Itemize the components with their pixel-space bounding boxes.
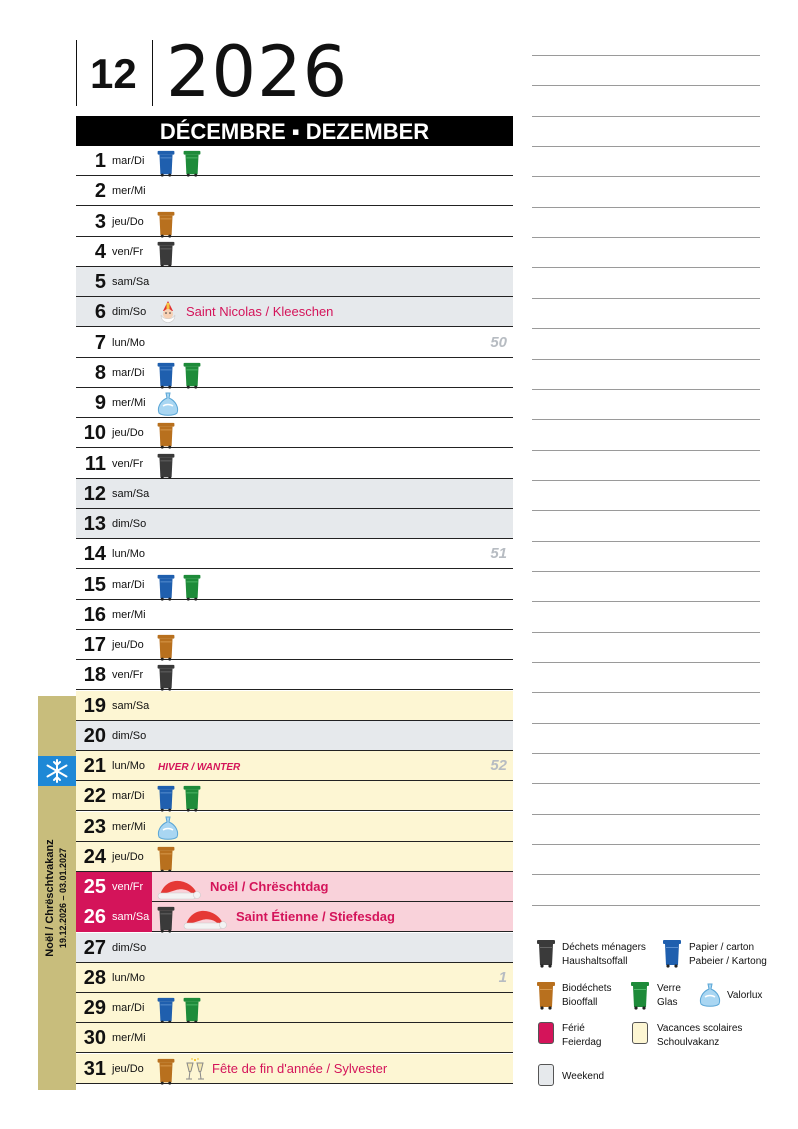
notes-line — [532, 116, 760, 117]
week-number: 1 — [498, 968, 507, 986]
legend-green-fr: Verre — [657, 983, 681, 994]
notes-line — [532, 389, 760, 390]
notes-line — [532, 480, 760, 481]
day-row — [76, 328, 513, 358]
day-number: 25 — [83, 876, 106, 898]
brown-bin-icon — [156, 1057, 176, 1090]
day-name: ven/Fr — [112, 881, 144, 893]
day-number: 13 — [83, 513, 106, 535]
day-name: mer/Mi — [112, 185, 146, 198]
legend-vacances-lu: Schoulvakanz — [657, 1037, 720, 1048]
notes-line — [532, 723, 760, 724]
legend-vacances-fr: Vacances scolaires — [657, 1023, 743, 1034]
day-row — [76, 963, 513, 993]
day-number: 17 — [83, 634, 106, 656]
legend-weekend: Weekend — [562, 1071, 605, 1082]
notes-line — [532, 601, 760, 602]
day-number: 27 — [83, 936, 106, 959]
day-number: 20 — [83, 724, 106, 747]
holiday-label — [44, 798, 68, 998]
day-name: lun/Mo — [112, 336, 146, 349]
notes-line — [532, 146, 760, 147]
day-name: dim/So — [112, 729, 147, 742]
notes-line — [532, 632, 760, 633]
day-row — [76, 539, 513, 569]
day-name: ven/Fr — [112, 457, 144, 470]
legend-ferie-lu: Feierdag — [562, 1037, 602, 1048]
day-row — [76, 449, 513, 479]
day-name: mar/Di — [112, 790, 145, 803]
day-name: jeu/Do — [112, 639, 144, 651]
day-name: mer/Mi — [112, 608, 146, 621]
day-name: sam/Sa — [112, 487, 150, 500]
month-title: DÉCEMBRE ▪ DEZEMBER — [76, 116, 513, 146]
month-number: 12 — [90, 50, 137, 97]
notes-line — [532, 55, 760, 56]
day-number: 9 — [94, 392, 106, 414]
notes-line — [532, 814, 760, 815]
day-row — [76, 600, 513, 630]
legend-blue-lu: Pabeier / Kartong — [689, 956, 767, 967]
day-row — [76, 146, 513, 176]
event-label: Saint Nicolas / Kleeschen — [186, 304, 334, 320]
day-number: 11 — [84, 452, 106, 475]
day-name: mar/Di — [112, 155, 145, 167]
day-number: 1 — [94, 150, 106, 172]
day-number: 6 — [94, 301, 106, 324]
day-number: 29 — [83, 997, 106, 1019]
day-name: dim/So — [112, 306, 147, 319]
notes-line — [532, 874, 760, 875]
event-label: Noël / Chrëschtdag — [210, 879, 329, 894]
day-number: 16 — [83, 603, 106, 626]
legend-ferie-fr: Férié — [562, 1023, 585, 1034]
notes-line — [532, 571, 760, 572]
day-row — [76, 570, 513, 600]
legend-valorlux: Valorlux — [727, 990, 763, 1001]
day-row — [76, 630, 513, 660]
notes-line — [532, 753, 760, 754]
day-row — [76, 812, 513, 842]
day-number: 30 — [83, 1027, 106, 1050]
day-name: jeu/Do — [112, 427, 144, 440]
notes-line — [532, 662, 760, 663]
season-label: HIVER / WANTER — [158, 762, 241, 773]
week-number: 50 — [490, 333, 507, 351]
day-row — [76, 267, 513, 297]
day-row — [76, 781, 513, 811]
day-number: 14 — [83, 543, 106, 566]
green-bin-icon — [630, 980, 650, 1010]
day-name: mer/Mi — [112, 820, 146, 833]
day-name: mar/Di — [112, 366, 145, 379]
day-row — [76, 176, 513, 206]
notes-line — [532, 541, 760, 542]
header-divider — [76, 40, 77, 106]
day-row — [76, 933, 513, 963]
day-row — [76, 297, 513, 327]
brown-bin-icon — [536, 980, 556, 1010]
day-number: 12 — [83, 482, 106, 505]
day-row — [76, 1054, 513, 1084]
champagne-icon — [182, 1057, 208, 1088]
day-name: ven/Fr — [112, 245, 144, 258]
notes-line — [532, 905, 760, 906]
week-number: 52 — [490, 757, 507, 774]
notes-line — [532, 844, 760, 845]
holiday-band-top — [38, 696, 76, 756]
legend-blue-fr: Papier / carton — [689, 942, 755, 953]
notes-line — [532, 450, 760, 451]
year: 2026 — [166, 31, 349, 113]
day-name: mar/Di — [112, 1002, 145, 1014]
day-row — [76, 902, 513, 932]
valorlux-bag-icon — [698, 982, 722, 1008]
day-name: jeu/Do — [112, 215, 144, 228]
day-name: ven/Fr — [112, 669, 144, 682]
day-number: 21 — [83, 755, 106, 777]
notes-line — [532, 298, 760, 299]
day-row — [76, 993, 513, 1023]
day-name: lun/Mo — [112, 548, 146, 561]
day-number: 15 — [83, 573, 106, 596]
day-name: mer/Mi — [112, 1032, 146, 1045]
day-name: sam/Sa — [112, 276, 150, 288]
legend-green-lu: Glas — [657, 997, 678, 1008]
day-row — [76, 479, 513, 509]
legend-black-fr: Déchets ménagers — [562, 942, 646, 953]
notes-line — [532, 783, 760, 784]
day-number: 5 — [94, 271, 106, 293]
day-number: 2 — [94, 180, 106, 203]
day-row — [76, 388, 513, 418]
day-name: sam/Sa — [112, 699, 150, 712]
day-row — [76, 1023, 513, 1053]
legend-brown-lu: Biooffall — [562, 997, 598, 1008]
notes-line — [532, 359, 760, 360]
holiday-title: Noël / Chrëschtvakanz — [44, 839, 56, 957]
event-label: Saint Étienne / Stiefesdag — [236, 909, 395, 925]
day-name: sam/Sa — [112, 911, 150, 924]
day-row — [76, 358, 513, 388]
day-row — [76, 418, 513, 448]
day-row — [76, 872, 513, 902]
day-number: 28 — [83, 966, 106, 989]
day-name: lun/Mo — [112, 760, 146, 772]
notes-line — [532, 510, 760, 511]
week-number: 51 — [490, 545, 507, 563]
holiday-dates: 19.12.2026 – 03.01.2027 — [58, 847, 68, 949]
snowflake-box — [38, 756, 76, 786]
day-number: 8 — [94, 361, 106, 384]
day-name: mer/Mi — [112, 397, 146, 409]
legend-ferie-swatch — [538, 1022, 554, 1044]
day-number: 3 — [94, 210, 106, 233]
notes-line — [532, 176, 760, 177]
legend-vacances-swatch — [632, 1022, 648, 1044]
legend-weekend-swatch — [538, 1064, 554, 1086]
black-bin-icon — [536, 938, 556, 968]
snowflake-icon — [38, 756, 76, 786]
event-label: Fête de fin d'année / Sylvester — [212, 1060, 388, 1076]
day-name: mar/Di — [112, 578, 145, 591]
collection-icons — [156, 1057, 208, 1090]
notes-line — [532, 419, 760, 420]
day-number: 22 — [83, 785, 106, 808]
day-number: 10 — [83, 422, 106, 445]
day-number: 7 — [94, 331, 106, 354]
day-row — [76, 691, 513, 721]
day-name: jeu/Do — [112, 1062, 144, 1075]
day-row — [76, 751, 513, 781]
day-row — [76, 842, 513, 872]
day-row — [76, 237, 513, 267]
day-row — [76, 660, 513, 690]
legend-brown-fr: Biodéchets — [562, 983, 612, 994]
day-number: 24 — [83, 845, 106, 868]
day-name: jeu/Do — [112, 850, 144, 863]
day-number: 23 — [83, 815, 106, 838]
day-name: lun/Mo — [112, 971, 146, 984]
day-row — [76, 207, 513, 237]
day-number: 19 — [83, 694, 106, 717]
notes-line — [532, 692, 760, 693]
notes-line — [532, 328, 760, 329]
header-divider — [152, 40, 153, 106]
day-name: dim/So — [112, 941, 147, 954]
day-number: 26 — [83, 906, 106, 929]
day-number: 31 — [83, 1057, 106, 1080]
notes-line — [532, 207, 760, 208]
day-name: dim/So — [112, 518, 147, 530]
notes-line — [532, 267, 760, 268]
blue-bin-icon — [662, 938, 682, 968]
day-row — [76, 509, 513, 539]
notes-line — [532, 85, 760, 86]
day-number: 4 — [94, 240, 106, 263]
day-number: 18 — [83, 664, 106, 687]
notes-line — [532, 237, 760, 238]
day-row — [76, 721, 513, 751]
legend-black-lu: Haushaltsoffall — [562, 956, 628, 967]
